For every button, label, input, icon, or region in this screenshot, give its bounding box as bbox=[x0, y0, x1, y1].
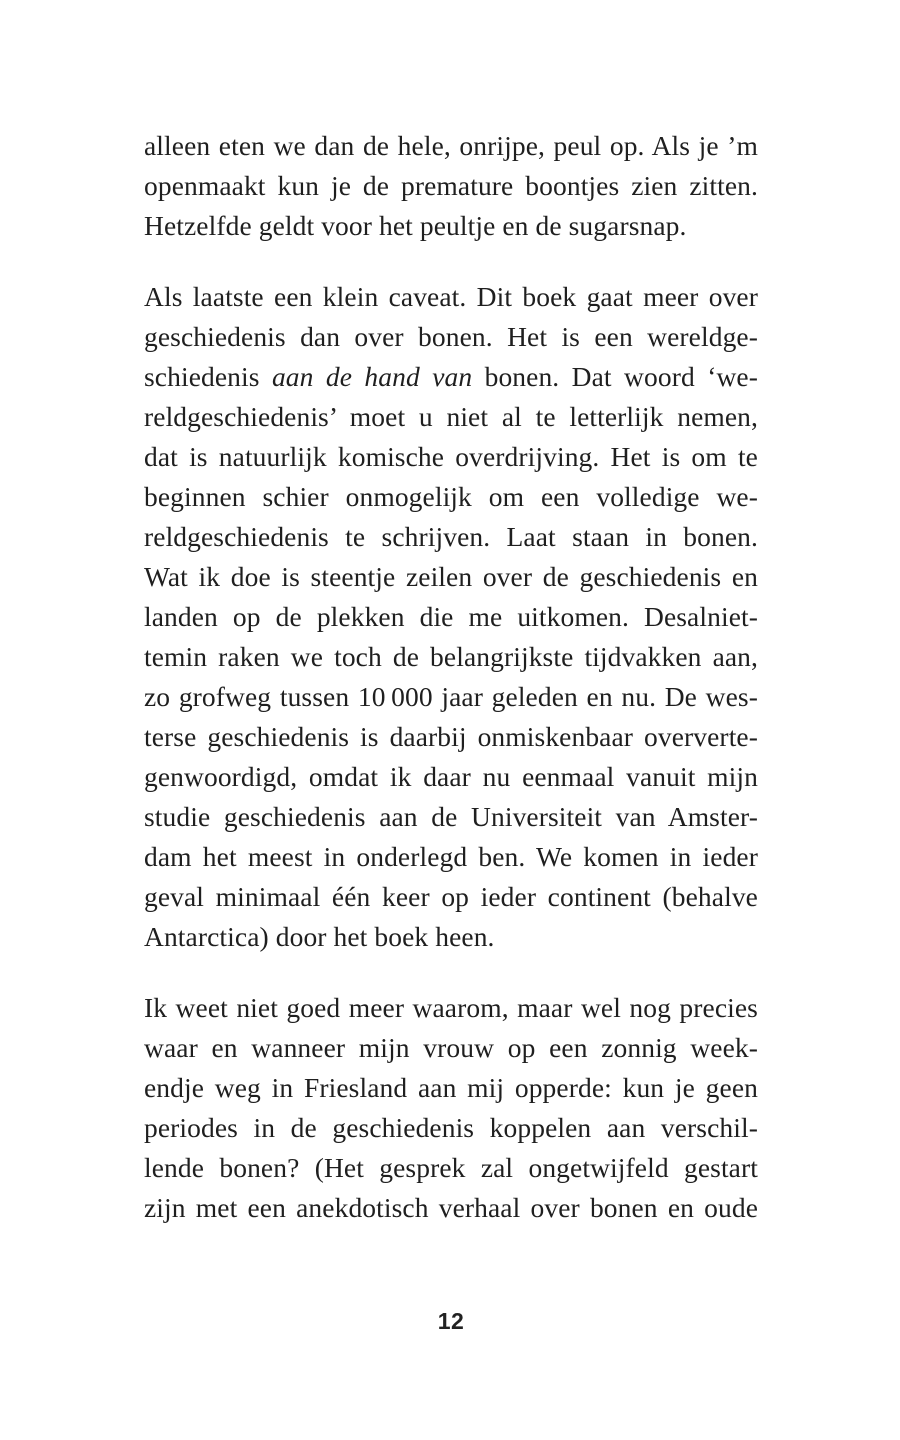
text-line: endje weg in Friesland aan mij opperde: kun je geen bbox=[144, 1072, 758, 1103]
text-line: dam het meest in onderlegd ben. We komen in ieder bbox=[144, 841, 758, 872]
paragraph bbox=[144, 277, 758, 957]
text-line: dat is natuurlijk komische overdrijving. Het is om te bbox=[144, 441, 758, 472]
text-line: Antarctica) door het boek heen. bbox=[144, 921, 495, 952]
paragraph bbox=[144, 126, 758, 246]
text-line bbox=[144, 357, 758, 397]
text-line: waar en wanneer mijn vrouw op een zonnig week- bbox=[144, 1032, 758, 1063]
body-text bbox=[144, 126, 758, 1228]
text-line: temin raken we toch de belangrijkste tijdvakken aan, bbox=[144, 641, 758, 672]
text-line: Als laatste een klein caveat. Dit boek gaat meer over bbox=[144, 281, 758, 312]
text-line: Hetzelfde geldt voor het peultje en de sugarsnap. bbox=[144, 210, 687, 241]
text-line: studie geschiedenis aan de Universiteit van Amster- bbox=[144, 801, 758, 832]
text-segment: schiedenis bbox=[144, 361, 272, 392]
text-line: zo grofweg tussen 10 000 jaar geleden en nu. De wes- bbox=[144, 681, 758, 712]
text-line: geval minimaal één keer op ieder continent (behalve bbox=[144, 881, 758, 912]
text-segment: bonen. Dat woord ‘we- bbox=[472, 361, 758, 392]
text-line: alleen eten we dan de hele, onrijpe, peul op. Als je ’m bbox=[144, 130, 758, 161]
text-line: geschiedenis dan over bonen. Het is een wereldge- bbox=[144, 321, 758, 352]
text-line: landen op de plekken die me uitkomen. Desalniet- bbox=[144, 601, 758, 632]
text-line: openmaakt kun je de premature boontjes zien zitten. bbox=[144, 170, 758, 201]
text-line: Wat ik doe is steentje zeilen over de geschiedenis en bbox=[144, 561, 758, 592]
text-line: reldgeschiedenis’ moet u niet al te letterlijk nemen, bbox=[144, 401, 758, 432]
text-line: reldgeschiedenis te schrijven. Laat staan in bonen. bbox=[144, 521, 758, 552]
text-line: periodes in de geschiedenis koppelen aan verschil- bbox=[144, 1112, 758, 1143]
paragraph bbox=[144, 988, 758, 1228]
text-line: genwoordigd, omdat ik daar nu eenmaal vanuit mijn bbox=[144, 761, 758, 792]
text-line: zijn met een anekdotisch verhaal over bonen en oude bbox=[144, 1192, 758, 1223]
text-line: beginnen schier onmogelijk om een volledige we- bbox=[144, 481, 758, 512]
text-line: lende bonen? (Het gesprek zal ongetwijfeld gestart bbox=[144, 1152, 758, 1183]
text-line: terse geschiedenis is daarbij onmiskenbaar oververte- bbox=[144, 721, 758, 752]
text-line: Ik weet niet goed meer waarom, maar wel nog precies bbox=[144, 992, 758, 1023]
page-number: 12 bbox=[437, 1308, 465, 1334]
italic-phrase: aan de hand van bbox=[271, 361, 473, 392]
